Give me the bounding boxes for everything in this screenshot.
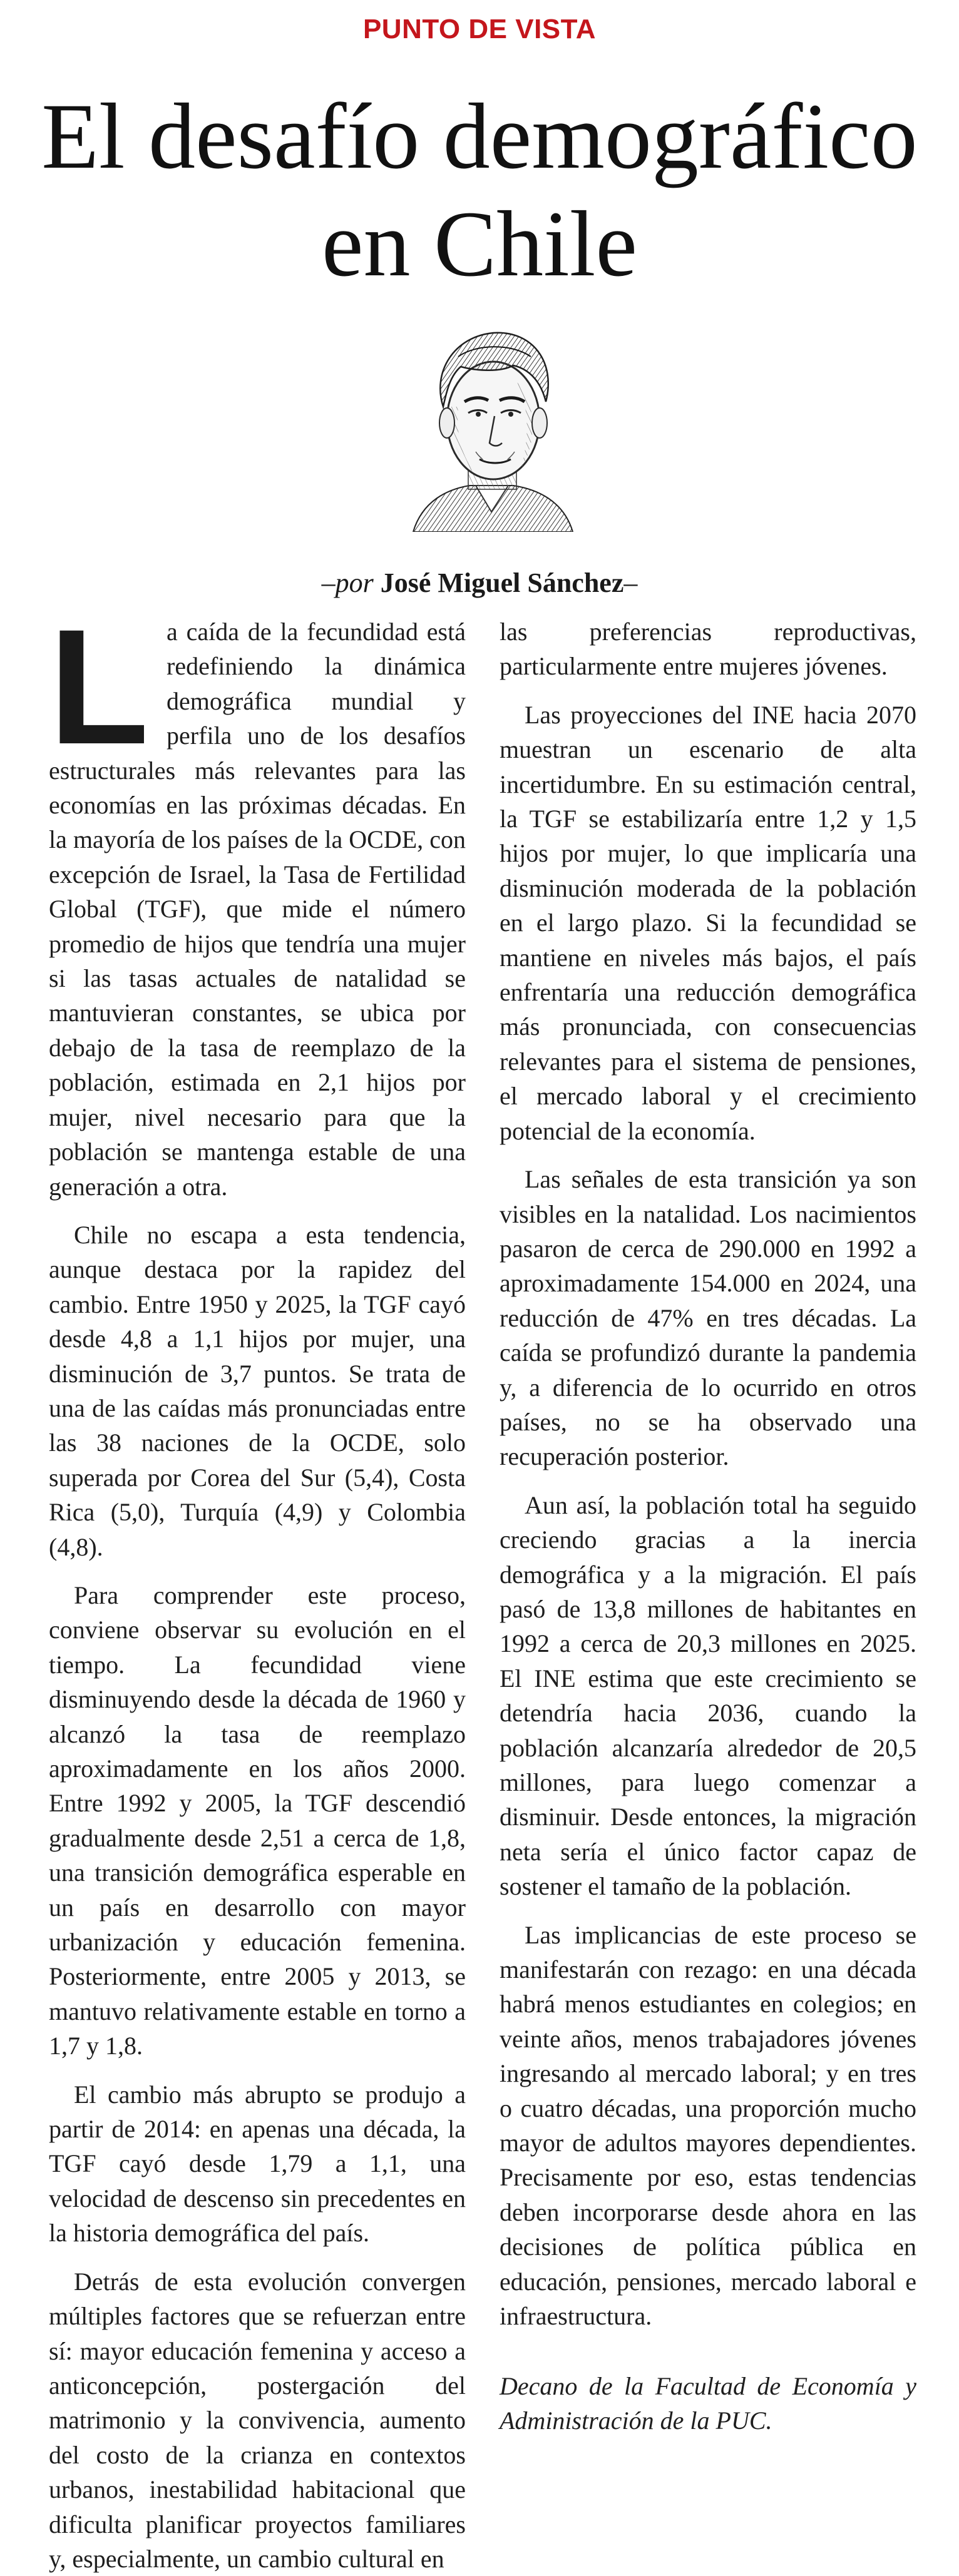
article-paragraph: Detrás de esta evolución convergen múltiples factores que se refuerzan entre sí: mayor educación femenina y acceso a anticoncepción, postergación del matrimonio y la convivencia, aumento del costo de la crianza en contextos urbanos, inestabilidad habitacional que dificulta planificar proyectos familiares y, especialmente, un cambio cultural en (49, 2267, 466, 2573)
article-column-right (500, 614, 916, 2438)
article-paragraph (49, 595, 466, 1204)
article-paragraph: Las implicancias de este proceso se manifestarán con rezago: en una década habrá menos estudiantes en colegios; en veinte años, menos trabajadores jóvenes ingresando al mercado laboral; y en tres o cuatro décadas, una proporción mucho mayor de adultos mayores dependientes. Precisamente por eso, estas tendencias deben incorporarse desde ahora en las decisiones de política pública en educación, pensiones, mercado laboral e infraestructura. (500, 1920, 916, 2331)
article-paragraph: Las señales de esta transición ya son visibles en la natalidad. Los nacimientos pasaron de cerca de 290.000 en 1992 a aproximadamente 154.000 en 2024, una reducción de 47% en tres décadas. La caída se profundizó durante la pandemia y, a diferencia de lo ocurrido en otros países, no se ha observado una recuperación posterior. (500, 1165, 916, 1471)
article-column-left (49, 595, 466, 2576)
article-paragraph: Para comprender este proceso, conviene observar su evolución en el tiempo. La fecundidad viene disminuyendo desde la década de 1960 y alcanzó la tasa de reemplazo aproximadamente en los años 2000. Entre 1992 y 2005, la TGF descendió gradualmente desde 2,51 a cerca de 1,8, una transición demográfica esperable en un país en desarrollo con mayor urbanización y educación femenina. Posteriormente, entre 2005 y 2013, se mantuvo relativamente estable en torno a 1,7 y 1,8. (49, 1581, 466, 2060)
headline: El desafío demográfico en Chile (41, 84, 918, 296)
byline-dash-open: – (321, 568, 336, 598)
byline (0, 567, 959, 599)
author-signoff: Decano de la Facultad de Economía y Administración de la PUC. (500, 2371, 916, 2435)
article-paragraph: Las proyecciones del INE hacia 2070 muestran un escenario de alta incertidumbre. En su estimación central, la TGF se estabilizaría entre 1,2 y 1,5 hijos por mujer, lo que implicaría una disminución moderada de la población en el largo plazo. Si la fecundidad se mantiene en niveles más bajos, el país enfrentaría una reducción demográfica más pronunciada, con consecuencias relevantes para el sistema de pensiones, el mercado laboral y el crecimiento potencial de la economía. (500, 700, 916, 1145)
article-paragraph: las preferencias reproductivas, particularmente entre mujeres jóvenes. (500, 618, 916, 681)
article-paragraph: Chile no escapa a esta tendencia, aunque destaca por la rapidez del cambio. Entre 1950 y 2025, la TGF cayó desde 4,8 a 1,1 hijos por mujer, una disminución de 3,7 puntos. Se trata de una de las caídas más pronunciadas entre las 38 naciones de la OCDE, solo superada por Corea del Sur (5,4), Costa Rica (5,0), Turquía (4,9) y Colombia (4,8). (49, 1220, 466, 1561)
byline-dash-close: – (623, 568, 638, 598)
section-label: PUNTO DE VISTA (362, 14, 597, 44)
author-portrait (388, 313, 595, 532)
dropcap: L (49, 595, 150, 778)
byline-prefix: por (335, 568, 374, 598)
paragraph-text: a caída de la fecundidad está redefiniendo la dinámica demográfica mundial y perfila uno de los desafíos estructurales más relevantes para las economías en las próximas décadas. En la mayoría de los países de la OCDE, con excepción de Israel, la Tasa de Fertilidad Global (TGF), que mide el número promedio de hijos que tendría una mujer si las tasas actuales de natalidad se mantuvieran constantes, se ubica por debajo de la tasa de reemplazo de la población, estimada en 2,1 hijos por mujer, nivel necesario para que la población se mantenga estable de una generación a otra. (49, 618, 466, 1201)
article-paragraph: Aun así, la población total ha seguido creciendo gracias a la inercia demográfica y a la migración. El país pasó de 13,8 millones de habitantes en 1992 a cerca de 20,3 millones en 2025. El INE estima que este crecimiento se detendría hacia 2036, cuando la población alcanzaría alrededor de 20,5 millones, para luego comenzar a disminuir. Desde entonces, la migración neta sería el único factor capaz de sostener el tamaño de la población. (500, 1490, 916, 1901)
article-paragraph: El cambio más abrupto se produjo a partir de 2014: en apenas una década, la TGF cayó desde 1,79 a 1,1, una velocidad de descenso sin precedentes en la historia demográfica del país. (49, 2080, 466, 2248)
byline-author: José Miguel Sánchez (380, 568, 624, 598)
